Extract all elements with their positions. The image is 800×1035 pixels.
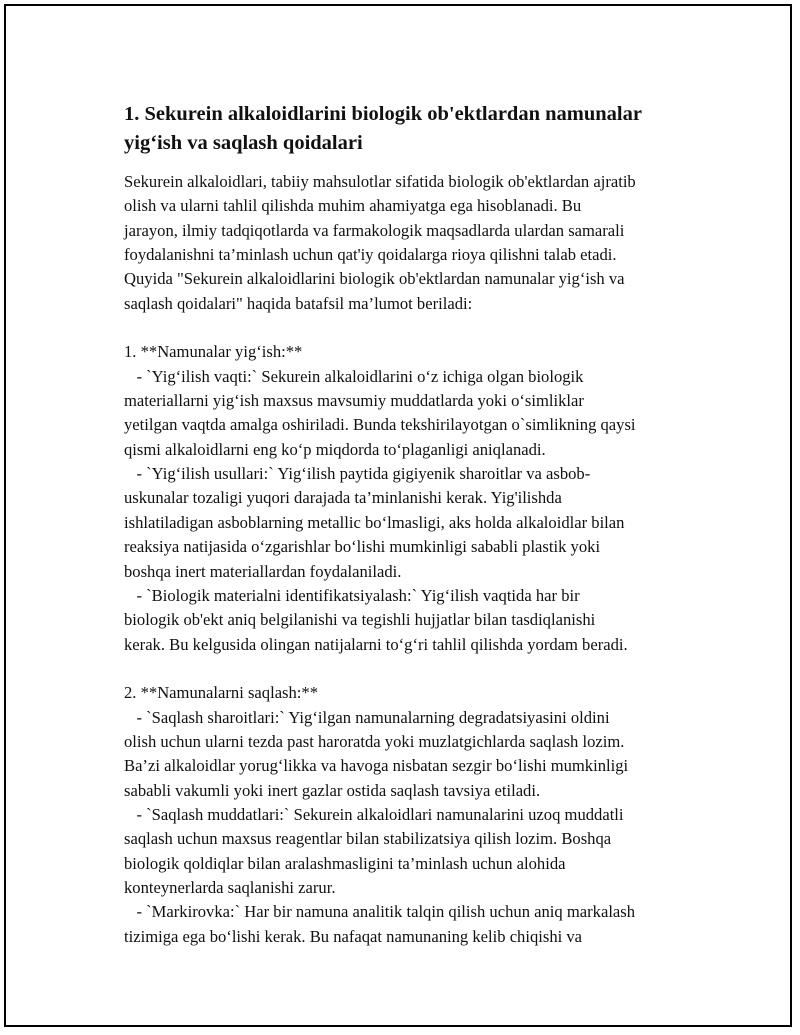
page-frame bbox=[4, 4, 792, 1027]
section-body: Sekurein alkaloidlari, tabiiy mahsulotlar sifatida biologik ob'ektlardan ajratib olish va ularni tahlil qilishda muhim ahamiyatga ega hisoblanadi. Bu jarayon, ilmiy tadqiqotlarda va farmakologik maqsadlarda ulardan samarali foydalanishni ta’minlash uchun qat'iy qoidalarga rioya qilishni talab etadi. Quyida "Sekurein alkaloidlarini biologik ob'ektlardan namunalar yig‘ish va saqlash qoidalari" haqida batafsil ma’lumot beriladi: 1. **Namunalar yig‘ish:** - `Yig‘ilish vaqti:` Sekurein alkaloidlarini o‘z ichiga olgan biologik materiallarni yig‘ish maxsus mavsumiy muddatlarda yoki o‘simliklar yetilgan vaqtda amalga oshiriladi. Bunda tekshirilayotgan o`simlikning qaysi qismi alkaloidlarni eng ko‘p miqdorda to‘plaganligi aniqlanadi. - `Yig‘ilish usullari:` Yig‘ilish paytida gigiyenik sharoitlar va asbob- uskunalar tozaligi yuqori darajada ta’minlanishi kerak. Yig'ilishda ishlatiladigan asboblarning metallic bo‘lmasligi, aks holda alkaloidlar bilan reaksiya natijasida o‘zgarishlar bo‘lishi mumkinligi sababli plastik yoki boshqa inert materiallardan foydalaniladi. - `Biologik materialni identifikatsiyalash:` Yig‘ilish vaqtida har bir biologik ob'ekt aniq belgilanishi va tegishli hujjatlar bilan tasdiqlanishi kerak. Bu kelgusida olingan natijalarni to‘g‘ri tahlil qilishda yordam beradi. 2. **Namunalarni saqlash:** - `Saqlash sharoitlari:` Yig‘ilgan namunalarning degradatsiyasini oldini olish uchun ularni tezda past haroratda yoki muzlatgichlarda saqlash lozim. Ba’zi alkaloidlar yorug‘likka va havoga nisbatan sezgir bo‘lishi mumkinligi sababli vakumli yoki inert gazlar ostida saqlash tavsiya etiladi. - `Saqlash muddatlari:` Sekurein alkaloidlari namunalarini uzoq muddatli saqlash uchun maxsus reagentlar bilan stabilizatsiya qilish lozim. Boshqa biologik qoldiqlar bilan aralashmasligini ta’minlash uchun alohida konteynerlarda saqlanishi zarur. - `Markirovka:` Har bir namuna analitik talqin qilish uchun aniq markalash tizimiga ega bo‘lishi kerak. Bu nafaqat namunaning kelib chiqishi va bbox=[124, 172, 636, 946]
section-title: 1. Sekurein alkaloidlarini biologik ob'ektlardan namunalar yig‘ish va saqlash qoidalari bbox=[124, 103, 642, 154]
document-content bbox=[124, 100, 704, 949]
